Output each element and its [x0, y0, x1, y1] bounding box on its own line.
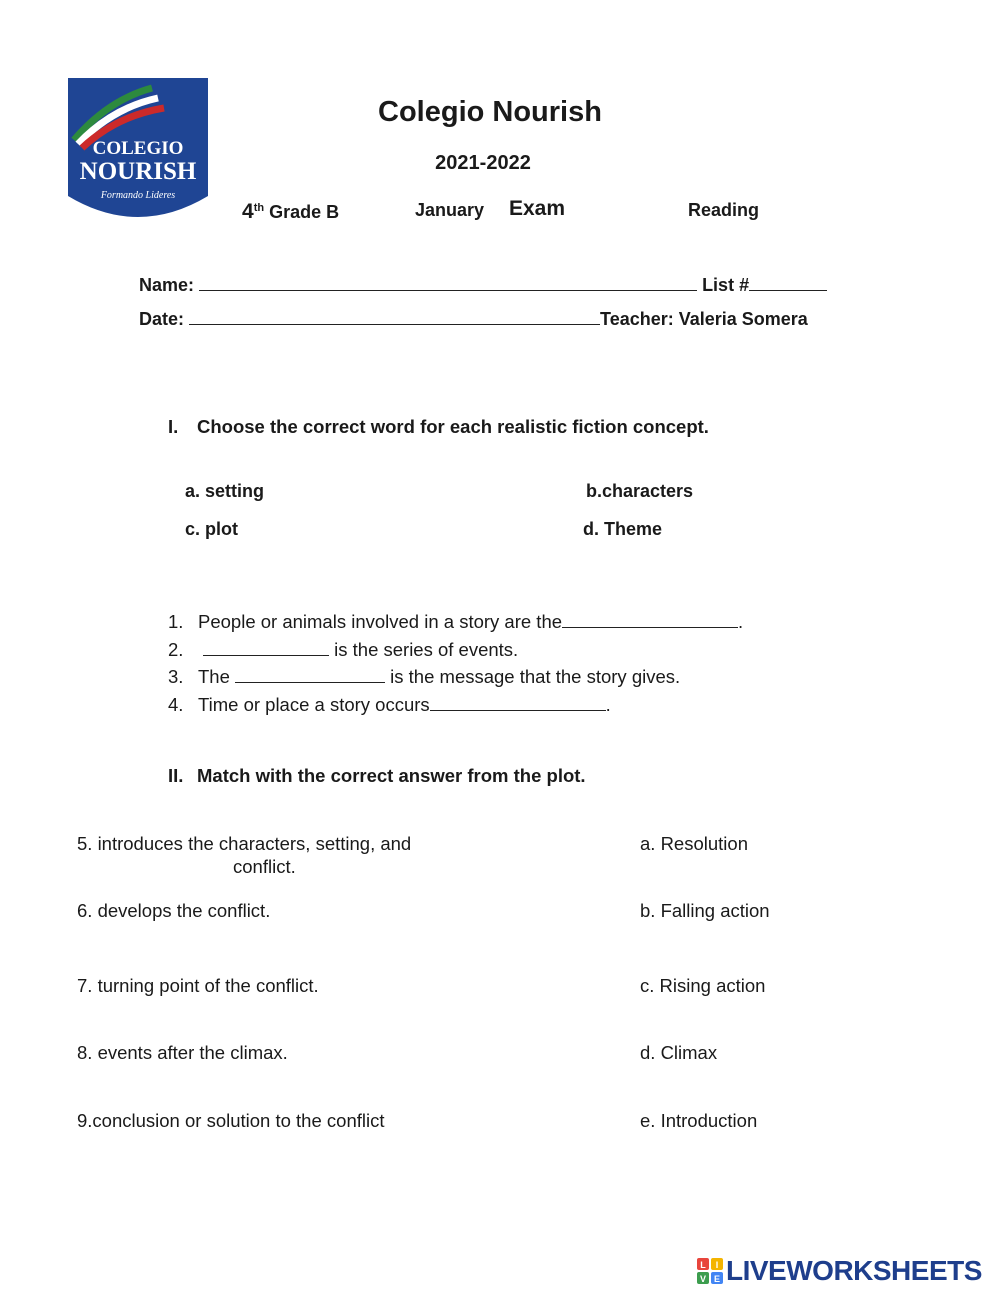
- question-text-end: .: [605, 694, 611, 715]
- match-answer-c: c. Rising action: [640, 975, 766, 996]
- list-input-line[interactable]: [749, 274, 827, 291]
- grade-text: Grade B: [269, 202, 340, 222]
- question-text-end: .: [738, 611, 744, 632]
- svg-text:E: E: [713, 1274, 721, 1284]
- answer-blank[interactable]: [235, 667, 385, 683]
- question-text: Time or place a story occurs: [198, 694, 430, 715]
- question-4: [168, 694, 611, 716]
- match-answer-d: d. Climax: [640, 1042, 718, 1063]
- match-item-8: 8. events after the climax.: [77, 1042, 288, 1063]
- svg-text:I: I: [715, 1260, 719, 1270]
- answer-blank[interactable]: [430, 695, 606, 711]
- section-2-heading: [168, 765, 586, 787]
- match-item-5-continued: conflict.: [233, 856, 296, 877]
- name-label: Name:: [139, 275, 195, 295]
- teacher-name: Teacher: Valeria Somera: [600, 309, 808, 329]
- option-b: b.characters: [586, 481, 694, 501]
- grade-label: [242, 200, 339, 224]
- match-item-6: 6. develops the conflict.: [77, 900, 271, 921]
- section-1-numeral: I.: [168, 416, 179, 437]
- question-number: 2.: [168, 639, 184, 660]
- grade-suffix: th: [253, 202, 265, 214]
- grade-number: 4: [242, 200, 254, 223]
- question-text: People or animals involved in a story are the: [198, 611, 563, 632]
- liveworksheets-wordmark: LIVEWORKSHEETS: [726, 1255, 982, 1286]
- date-field-row: [139, 308, 808, 330]
- name-input-line[interactable]: [199, 274, 697, 291]
- match-answer-e: e. Introduction: [640, 1110, 758, 1131]
- option-c: c. plot: [185, 519, 238, 539]
- answer-blank[interactable]: [562, 612, 738, 628]
- exam-label: Exam: [509, 197, 566, 220]
- svg-text:L: L: [700, 1260, 706, 1270]
- question-number: 4.: [168, 694, 184, 715]
- answer-blank[interactable]: [203, 640, 329, 656]
- match-item-7: 7. turning point of the conflict.: [77, 975, 319, 996]
- subject-label: Reading: [688, 200, 760, 220]
- liveworksheets-brand: [697, 1255, 982, 1287]
- section-1-heading: [168, 416, 709, 438]
- question-number: 3.: [168, 666, 184, 687]
- liveworksheets-badge-icon: [697, 1258, 723, 1284]
- match-answer-a: a. Resolution: [640, 833, 748, 854]
- section-2-title: Match with the correct answer from the plot.: [197, 765, 586, 786]
- match-item-9: 9.conclusion or solution to the conflict: [77, 1110, 385, 1131]
- svg-text:V: V: [699, 1274, 707, 1284]
- question-1: [168, 611, 743, 633]
- match-item-5: 5. introduces the characters, setting, and: [77, 833, 412, 854]
- exam-month: January: [415, 200, 485, 220]
- question-3: [168, 666, 680, 688]
- option-a: a. setting: [185, 481, 265, 501]
- question-number: 1.: [168, 611, 184, 632]
- date-label: Date:: [139, 309, 185, 329]
- logo-tagline: Formando Lideres: [100, 190, 176, 201]
- date-input-line[interactable]: [189, 308, 600, 325]
- match-answer-b: b. Falling action: [640, 900, 770, 921]
- logo-line1: COLEGIO: [92, 138, 184, 159]
- option-d: d. Theme: [583, 519, 663, 539]
- question-2: [168, 639, 518, 661]
- question-text-end: is the message that the story gives.: [385, 666, 681, 687]
- question-text-end: is the series of events.: [329, 639, 519, 660]
- section-1-title: Choose the correct word for each realistic fiction concept.: [197, 416, 709, 437]
- page-title: Colegio Nourish: [378, 96, 602, 128]
- name-field-row: [139, 274, 827, 296]
- question-text: The: [198, 666, 236, 687]
- section-2-numeral: II.: [168, 765, 184, 786]
- school-year: 2021-2022: [435, 152, 531, 174]
- logo-line2: NOURISH: [79, 158, 197, 185]
- list-label: List #: [702, 275, 750, 295]
